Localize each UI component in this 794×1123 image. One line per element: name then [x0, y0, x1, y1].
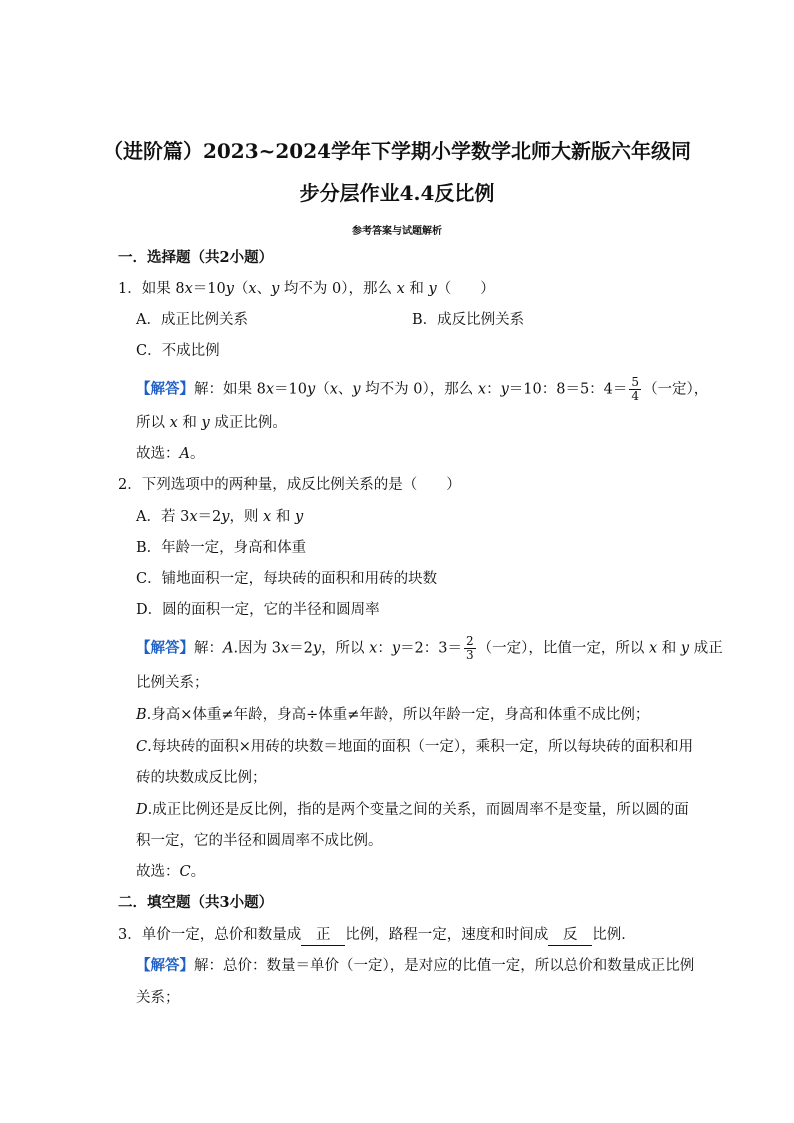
question-2-answer-d: D.成正比例还是反比例，指的是两个变量之间的关系，而圆周率不是变量，所以圆的面	[136, 802, 689, 818]
question-1-option-b: B．成反比例关系	[412, 312, 525, 328]
section-heading-fill-in: 二．填空题（共3小题）	[118, 894, 274, 911]
question-3-answer-line2: 关系；	[136, 990, 180, 1006]
document-title-line1: （进阶篇）2023~2024学年下学期小学数学北师大新版六年级同	[102, 139, 692, 163]
question-2-stem: 2．下列选项中的两种量，成反比例关系的是（ ）	[118, 477, 461, 493]
question-2-answer-c-line2: 砖的块数成反比例；	[136, 770, 267, 786]
question-2-answer-b: B.身高×体重≠年龄，身高÷体重≠年龄，所以年龄一定，身高和体重不成比例；	[136, 707, 650, 723]
question-1-choice: 故选：A。	[136, 446, 205, 462]
answer-tag: 【解答】	[136, 639, 194, 657]
answer-tag: 【解答】	[136, 380, 194, 398]
question-2-option-c: C．铺地面积一定，每块砖的面积和用砖的块数	[136, 571, 438, 587]
question-2-answer-d-line2: 积一定，它的半径和圆周率不成比例。	[136, 833, 383, 849]
question-1-answer-line1: 【解答】解：如果 8x＝10y（x、y 均不为 0），那么 x：y＝10：8＝5：4＝ $\frac{5}{4}$ （一定），	[136, 375, 709, 403]
question-1-option-a: A．成正比例关系	[136, 312, 248, 328]
question-2-option-b: B．年龄一定，身高和体重	[136, 540, 307, 556]
question-2-answer-line2: 比例关系；	[136, 675, 209, 691]
document-subtitle: 参考答案与试题解析	[352, 226, 442, 237]
question-1-answer-line2: 所以 x 和 y 成正比例。	[136, 415, 287, 431]
question-2-choice: 故选：C。	[136, 864, 206, 880]
fraction-5-4: $\frac{5}{4}$	[631, 375, 640, 403]
question-3-stem: 3．单价一定，总价和数量成 正 比例，路程一定，速度和时间成 反 比例．	[118, 925, 636, 946]
fraction-2-3: $\frac{2}{3}$	[466, 634, 474, 662]
question-2-option-d: D．圆的面积一定，它的半径和圆周率	[136, 602, 380, 618]
question-3-answer-line1: 【解答】解：总价：数量＝单价（一定），是对应的比值一定，所以总价和数量成正比例	[136, 957, 695, 974]
answer-tag: 【解答】	[136, 957, 194, 974]
question-2-answer-line1: 【解答】解：A.因为 3x＝2y，所以 x：y＝2：3＝ $\frac{2}{3}$ （一定），比值一定，所以 x 和 y 成正	[136, 634, 723, 662]
document-title-line2: 步分层作业4.4反比例	[299, 181, 495, 205]
question-2-option-a: A．若 3x＝2y，则 x 和 y	[136, 509, 304, 525]
question-1-stem: 1．如果 8x＝10y（x、y 均不为 0），那么 x 和 y（ ）	[118, 281, 495, 297]
question-1-option-c: C．不成比例	[136, 343, 220, 359]
answer-blank-1: 正	[301, 925, 345, 946]
question-2-answer-c: C.每块砖的面积×用砖的块数＝地面的面积（一定），乘积一定，所以每块砖的面积和用	[136, 739, 694, 755]
answer-blank-2: 反	[548, 925, 592, 946]
section-heading-choice: 一．选择题（共2小题）	[118, 249, 274, 266]
